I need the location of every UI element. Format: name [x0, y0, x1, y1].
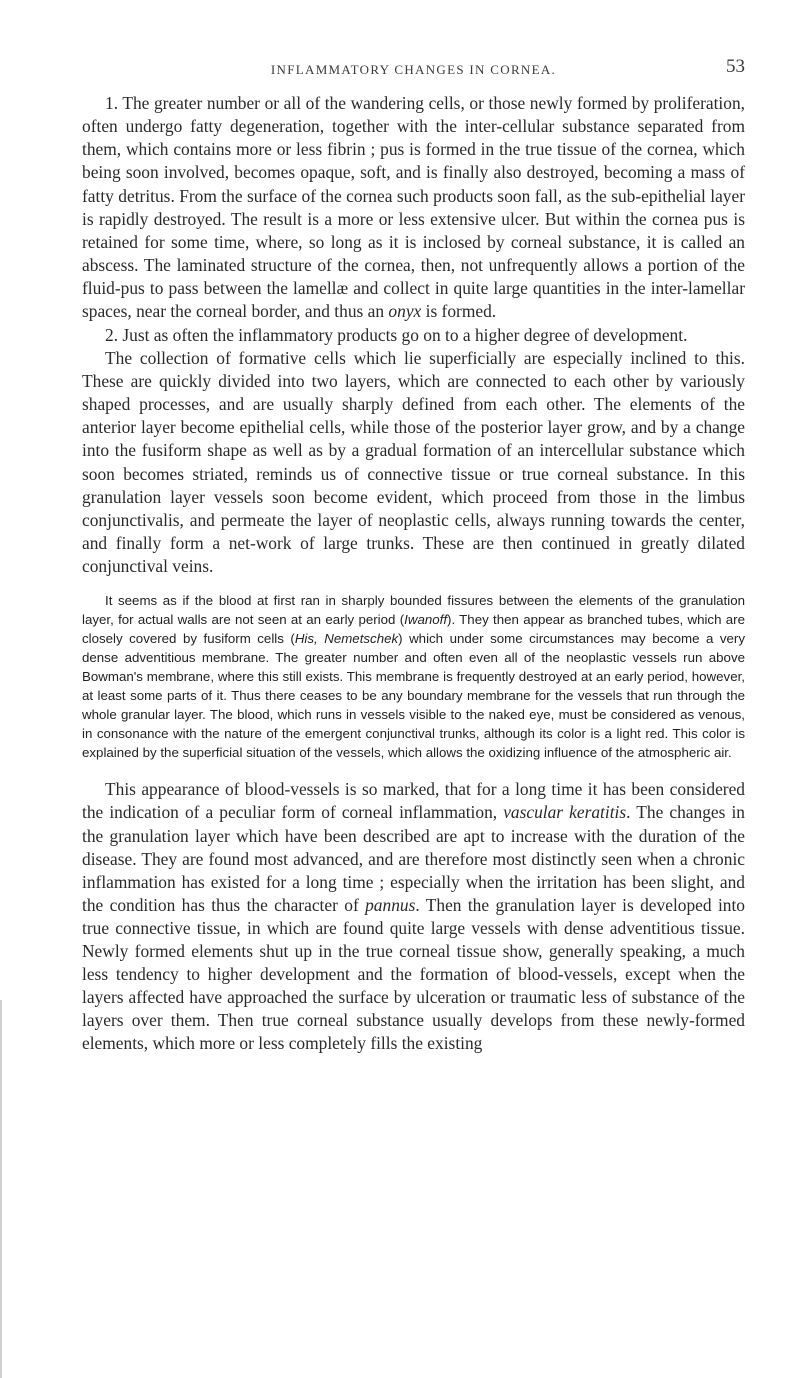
small-print-note — [82, 592, 745, 762]
text-run: . Then the granulation layer is developed into true connective tissue, in which are found quite large vessels with dense adventitious tissue. Newly formed elements shut up in the true corneal tissue show, generally speaking, a much less tendency to higher development and the formation of blood-vessels, except when the layers affected have approached the surface by ulceration or traumatic less of substance of the layers over them. Then true corneal substance usually develops from these newly-formed elements, which more or less completely fills the existing — [82, 894, 745, 1053]
page-number: 53 — [726, 56, 745, 77]
italic-citation: His, Nemetschek — [294, 631, 399, 647]
lower-text — [82, 778, 745, 1055]
text-run: The collection of formative cells which lie superficially are especially inclined to this. These are quickly divided into two layers, which are connected to each other by variously shaped processes, and are usually sharply defined from each other. The elements of the anterior layer become epithelial cells, while those of the posterior layer grow, and by a change into the fusiform shape as well as by a gradual formation of an intercellular substance which soon becomes striated, reminds us of connective tissue or true corneal substance. In this granulation layer vessels soon become evident, which proceed from those in the limbus conjunctivalis, and permeate the layer of neoplastic cells, always running towards the center, and finally form a net-work of large trunks. These are then continued in greatly dilated conjunctival veins. — [82, 347, 745, 577]
text-run: This appearance of blood-vessels is so marked, that for a long time it has been considered the indication of a peculiar form of corneal inflammation, — [82, 779, 745, 823]
paragraph-point-2 — [82, 324, 745, 347]
italic-citation: Iwanoff — [404, 612, 448, 628]
running-head — [82, 56, 745, 88]
italic-term-vascular-keratitis: vascular keratitis — [503, 802, 627, 823]
paragraph-point-1 — [82, 92, 745, 324]
text-run: 2. Just as often the inflammatory products go on to a higher degree of development. — [105, 324, 688, 345]
text-run: ). They then appear as branched tubes, which are closely covered by fusiform cells ( — [82, 612, 745, 647]
main-text — [82, 92, 745, 578]
text-run: It seems as if the blood at first ran in sharply bounded fissures between the elements of the granulation layer, for actual walls are not seen at an early period ( — [82, 593, 745, 628]
paragraph-blood-vessels — [82, 778, 745, 1055]
italic-term-pannus: pannus — [365, 894, 416, 915]
text-run: . The changes in the granulation layer which have been described are apt to increase with the duration of the disease. They are found most advanced, and are therefore most distinctly seen when a chronic inflammation has existed for a long time ; especially when the irritation has been slight, and the condition has thus the character of — [82, 802, 745, 915]
text-run: is formed. — [421, 301, 497, 322]
running-title: INFLAMMATORY CHANGES IN CORNEA. — [270, 62, 557, 77]
text-run: ) which under some circumstances may become a very dense adventitious membrane. The greater number and often even all of the neoplastic vessels run above Bowman's membrane, where this still exists. This membrane is frequently destroyed at an early period, however, at least some parts of it. Thus there ceases to be any boundary membrane for the vessels that run through the whole granular layer. The blood, which runs in vessels visible to the naked eye, must be considered as venous, in consonance with the nature of the emergent conjunctival trunks, although its color is a light red. This color is explained by the superficial situation of the vessels, which allows the oxidizing influence of the atmospheric air. — [82, 631, 746, 760]
italic-term-onyx: onyx — [388, 301, 422, 322]
text-run: 1. The greater number or all of the wandering cells, or those newly formed by proliferation, often undergo fatty degeneration, together with the inter-cellular substance separated from them, which contains more or less fibrin ; pus is formed in the true tissue of the cornea, which being soon involved, becomes opaque, soft, and is finally also destroyed, becoming a mass of fatty detritus. From the surface of the cornea such products soon fall, as the sub-epithelial layer is rapidly destroyed. The result is a more or less extensive ulcer. But within the cornea pus is retained for some time, where, so long as it is inclosed by corneal substance, it is called an abscess. The laminated structure of the cornea, then, not unfrequently allows a portion of the fluid-pus to pass between the lamellæ and collect in quite large quantities in the inter-lamellar spaces, near the corneal border, and thus an — [82, 93, 745, 322]
paragraph-formative-cells — [82, 347, 745, 579]
page-edge-shadow — [0, 1000, 2, 1378]
note-paragraph — [82, 592, 745, 762]
